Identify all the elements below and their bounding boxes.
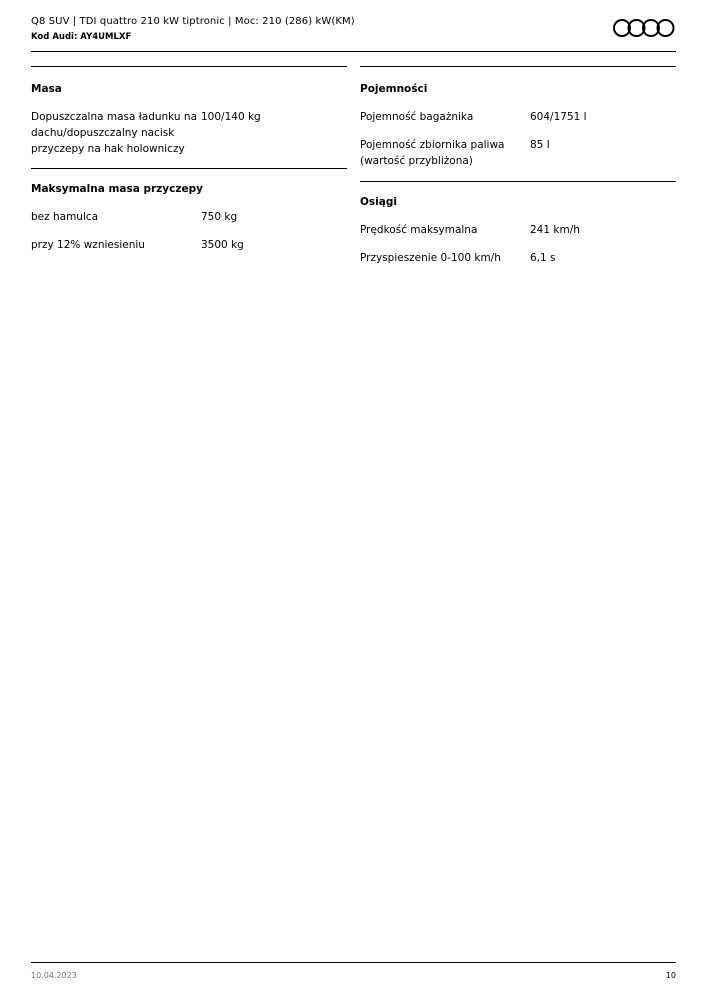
document-footer <box>31 962 676 980</box>
spec-label: przy 12% wzniesieniu <box>31 239 145 251</box>
spec-value: 6,1 s <box>530 252 556 264</box>
spec-value: 100/140 kg <box>201 111 261 123</box>
spec-row <box>31 109 347 157</box>
model-description: Q8 SUV | TDI quattro 210 kW tiptronic | Moc: 210 (286) kW(KM) <box>31 16 355 27</box>
footer-date: 10.04.2023 <box>31 971 77 980</box>
spec-row <box>31 237 347 253</box>
spec-value: 85 l <box>530 139 550 151</box>
spec-row <box>360 137 676 169</box>
spec-label: Pojemność zbiornika paliwa (wartość przybliżona) <box>360 139 505 167</box>
spec-label: Pojemność bagażnika <box>360 111 474 123</box>
audi-rings-logo <box>613 18 675 38</box>
section-divider <box>31 168 347 169</box>
spec-row <box>360 250 676 266</box>
spec-value: 750 kg <box>201 211 238 223</box>
audi-code: Kod Audi: AY4UMLXF <box>31 32 132 42</box>
section-title-masa: Masa <box>31 83 62 95</box>
page-number: 10 <box>665 971 676 980</box>
section-divider <box>360 66 676 67</box>
footer-divider <box>31 962 676 963</box>
spec-label: Przyspieszenie 0-100 km/h <box>360 252 501 264</box>
spec-label: Dopuszczalna masa ładunku na dachu/dopuszczalny nacisk przyczepy na hak holowniczy <box>31 111 198 155</box>
section-title-przyczepa: Maksymalna masa przyczepy <box>31 183 203 195</box>
header-divider <box>31 51 676 52</box>
spec-label: bez hamulca <box>31 211 99 223</box>
spec-label: Prędkość maksymalna <box>360 224 478 236</box>
spec-value: 3500 kg <box>201 239 244 251</box>
section-divider <box>31 66 347 67</box>
spec-row <box>360 222 676 238</box>
section-title-osiagi: Osiągi <box>360 196 397 208</box>
section-divider <box>360 181 676 182</box>
section-title-pojemnosci: Pojemności <box>360 83 428 95</box>
left-column <box>31 66 347 253</box>
spec-value: 241 km/h <box>530 224 580 236</box>
document-header <box>31 15 676 44</box>
spec-row <box>360 109 676 125</box>
spec-row <box>31 209 347 225</box>
right-column <box>360 66 676 266</box>
spec-value: 604/1751 l <box>530 111 587 123</box>
